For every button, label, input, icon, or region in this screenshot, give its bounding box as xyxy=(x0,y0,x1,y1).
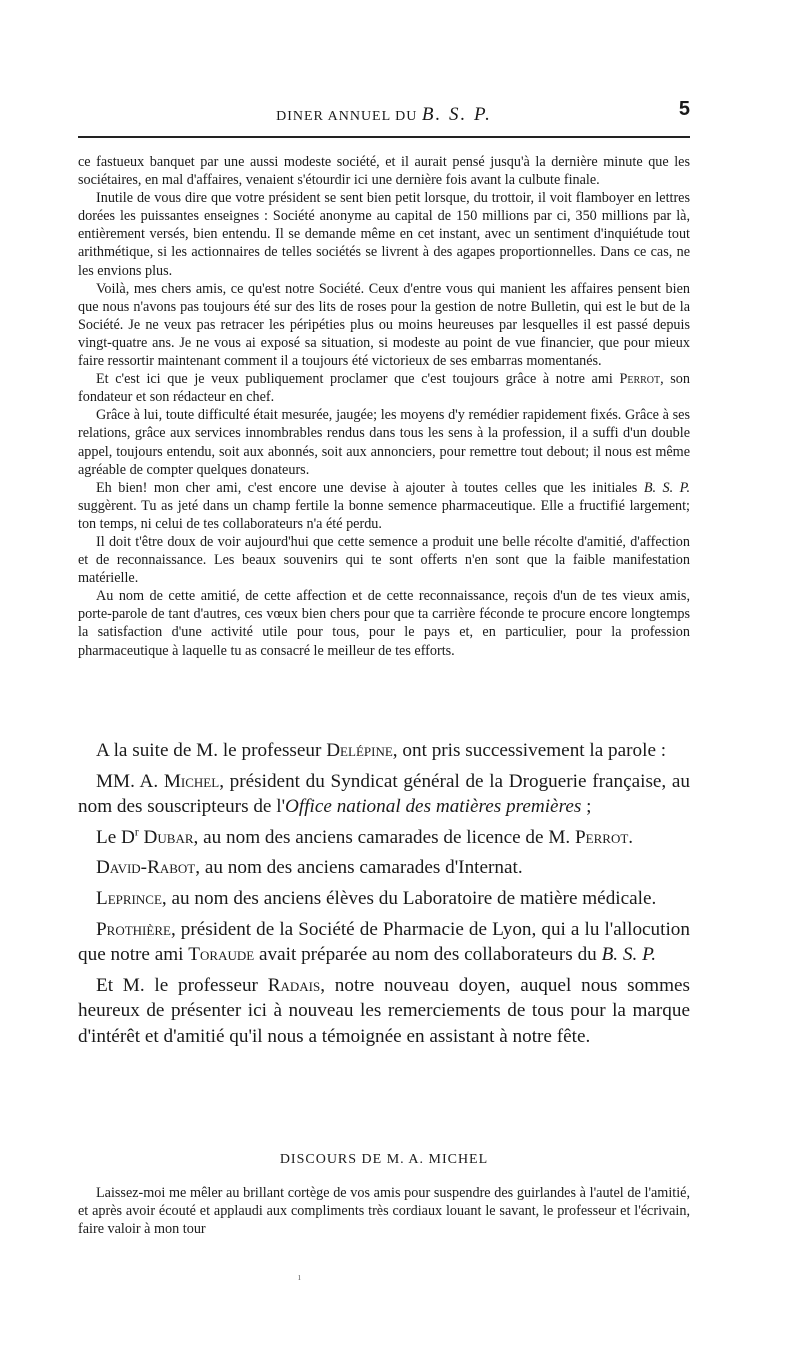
page-number: 5 xyxy=(678,98,690,120)
page-mark: ı xyxy=(298,1272,301,1283)
speakers-intro xyxy=(78,738,690,764)
paragraph-6-b: suggèrent. Tu as jeté dans un champ fertile la bonne semence pharmaceutique. Elle a fructifié largement; ton temps, ni celui de tes collaborateurs n'a été perdu. xyxy=(78,497,690,532)
initials-bsp-2: B. S. P. xyxy=(601,944,657,966)
speaker-michel-b: ; xyxy=(581,796,592,818)
intro-a: A la suite de M. le professeur xyxy=(96,740,327,761)
speaker-leprince-a: , au nom des anciens élèves du Laboratoire de matière médicale. xyxy=(161,887,657,909)
name-delepine: Delépine xyxy=(326,740,393,761)
paragraph-3: Voilà, mes chers amis, ce qu'est notre Société. Ceux d'entre vous qui manient les affaires pensent bien que nous n'avons pas toujours été sur des lits de roses pour la gestion de notre Bulletin, qui est le but de la Société. Je ne veux pas retracer les péripéties plus ou moins heureuses par lesquelles il est passé depuis vingt-quatre ans. Je ne vous ai exposé sa situation, si modeste au point de vue financier, que pour mieux faire ressortir maintenant comment il a toujours été victorieux de ses embarras momentanés. xyxy=(78,280,690,370)
initials-bsp: B. S. P. xyxy=(643,479,690,496)
speaker-radais-pre: Et M. le professeur xyxy=(96,974,268,996)
paragraph-8: Au nom de cette amitié, de cette affection et de cette reconnaissance, reçois d'un de tes vieux amis, porte-parole de tant d'autres, ces vœux bien chers pour que ta carrière féconde te procure encore longtemps la satisfaction d'une activité utile pour tous, pour le pays et, en particulier, pour la profession pharmaceutique à laquelle tu as consacré le meilleur de tes efforts. xyxy=(78,588,690,659)
header-title-initials: B. S. P. xyxy=(421,104,492,125)
speech-continuation xyxy=(78,153,690,660)
doctor-sup: r xyxy=(134,826,139,839)
speaker-leprince xyxy=(78,886,690,912)
speaker-radais xyxy=(78,973,690,1050)
speaker-dubar xyxy=(78,825,690,851)
header-rule xyxy=(78,136,690,138)
speaker-dubar-a: , au nom des anciens camarades de licence de M. xyxy=(193,826,575,848)
paragraph-4-a: Et c'est ici que je veux publiquement proclamer que c'est toujours grâce à notre ami xyxy=(96,371,620,388)
speaker-michel-pre: MM. A. xyxy=(96,770,164,792)
paragraph-4-b: , son fondateur et son rédacteur en chef. xyxy=(78,371,690,406)
intro-b: , ont pris successivement la parole : xyxy=(392,740,667,761)
header-title-prefix: DINER ANNUEL DU xyxy=(276,109,422,124)
paragraph-7: Il doit t'être doux de voir aujourd'hui que cette semence a produit une belle récolte d'amitié, d'affection et de reconnaissance. Les beaux souvenirs qui te sont offerts n'en sont que la faible manifestation matérielle. xyxy=(78,533,690,587)
speaker-david-rabot xyxy=(78,855,690,881)
paragraph-5: Grâce à lui, toute difficulté était mesurée, jaugée; les moyens d'y remédier rapidement fixés. Grâce à ses relations, grâce aux services innombrables rendus dans tous les sens à la profession, il a suffi d'un double appel, toujours entendu, soit aux abonnés, soit aux annonciers, pour remettre tout debout; il nous est même agréable de compter quelques donateurs. xyxy=(78,407,690,478)
speaker-prothiere-a: , président de la Société de Pharmacie de Lyon, qui a lu l'allocution que notre ami xyxy=(78,918,690,966)
speaker-prothiere-b: avait préparée au nom des collaborateurs du xyxy=(254,944,602,966)
speaker-dubar-pre: Le D xyxy=(96,826,135,848)
speaker-michel xyxy=(78,769,690,820)
speaker-michel-a: , président du Syndicat général de la Droguerie française, au nom des souscripteurs de l' xyxy=(78,770,691,818)
running-header xyxy=(78,98,690,128)
paragraph-6-a: Eh bien! mon cher ami, c'est encore une devise à ajouter à toutes celles que les initiales xyxy=(96,479,644,496)
name-michel: Michel xyxy=(163,770,220,792)
name-perrot-2: Perrot xyxy=(574,826,629,848)
paragraph-1: ce fastueux banquet par une aussi modeste société, et il aurait pensé jusqu'à la dernière minute que les sociétaires, en mal d'affaires, venaient s'étourdir ici une dernière fois avant la culbute finale. xyxy=(78,154,690,189)
name-radais: Radais xyxy=(267,974,321,996)
name-david-rabot: David-Rabot xyxy=(96,857,196,879)
paragraph-6 xyxy=(78,479,690,533)
section-title: DISCOURS DE M. A. MICHEL xyxy=(279,1152,489,1167)
speech-michel-paragraph-1: Laissez-moi me mêler au brillant cortège de vos amis pour suspendre des guirlandes à l'autel de l'amitié, et après avoir écouté et applaudi aux compliments très cordiaux louant le savant, le professeur et l'écrivain, faire valoir à mon tour xyxy=(78,1185,690,1238)
paragraph-2: Inutile de vous dire que votre président se sent bien petit lorsque, du trottoir, il voit flamboyer en lettres dorées les puissantes enseignes : Société anonyme au capital de 150 millions par ci, 350 millions par là, entièrement versés, bien entendu. Il se demande même en cet instant, avec un sentiment d'inquiétude tout arithmétique, si les actionnaires de telles sociétés se livrent à des agapes proportionnelles. Dans ce cas, ne les envions plus. xyxy=(78,190,690,279)
speaker-radais-a: , notre nouveau doyen, auquel nous sommes heureux de présenter ici à nouveau les remerciements de tous pour la marque d'intérêt et d'amitié qu'il nous a témoignée en assistant à notre fête. xyxy=(78,974,690,1047)
speakers-list xyxy=(78,738,690,1055)
office-name: Office national des matières premières xyxy=(285,796,582,818)
name-dubar: Dubar xyxy=(143,826,194,848)
name-leprince: Leprince xyxy=(96,887,162,909)
speech-michel xyxy=(78,1184,690,1238)
speaker-david-rabot-a: , au nom des anciens camarades d'Internat. xyxy=(195,857,523,879)
header-title xyxy=(78,104,690,126)
name-toraude: Toraude xyxy=(188,944,255,966)
name-perrot: Perrot xyxy=(619,371,661,388)
name-prothiere: Prothière xyxy=(96,918,171,940)
speaker-prothiere xyxy=(78,917,690,968)
paragraph-4 xyxy=(78,370,690,406)
speaker-dubar-b: . xyxy=(628,826,634,848)
